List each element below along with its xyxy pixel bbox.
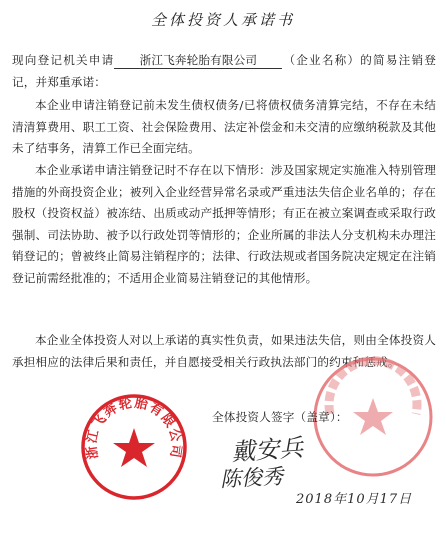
intro-prefix: 现向登记机关申请 [12, 53, 115, 67]
intro-suffix: （企业名称）的简易注销登记，并郑重承诺： [12, 53, 436, 89]
paragraph-responsibility: 本企业全体投资人对以上承诺的真实性负责，如果违法失信，则由全体投资人承担相应的法律后果和责任，并自愿接受相关行政执法部门的约束和惩戒。 [12, 333, 436, 369]
company-seal-text: 浙江飞奔轮胎有限公司 [84, 395, 184, 461]
signature-label: 全体投资人签字（盖章）： [212, 410, 348, 424]
intro-paragraph [12, 50, 436, 93]
company-seal [79, 392, 189, 502]
signature-1: 戴安兵 [230, 433, 305, 467]
company-name: 浙江飞奔轮胎有限公司 [114, 52, 282, 69]
document-title: 全体投资人承诺书 [150, 11, 295, 29]
paragraph-debts: 本企业申请注销登记前未发生债权债务/已将债权债务清算完结，不存在未结清清算费用、职工工资、社会保险费用、法定补偿金和未交清的应缴纳税款及其他未了结事务，清算工作已全面完结。 [12, 98, 436, 155]
signature-date: 2018年10月17日 [296, 492, 413, 507]
paragraph-conditions: 本企业承诺申请注销登记时不存在以下情形：涉及国家规定实施准入特别管理措施的外商投资企业；被列入企业经营异常名录或严重违法失信企业名单的；存在股权（投资权益）被冻结、出质或动产抵押等情形；有正在被立案调查或采取行政强制、司法协助、被予以行政处罚等情形的；企业所属的非法人分支机构未办理注销登记的；曾被终止简易注销程序的；法律、行政法规或者国务院决定规定在注销登记前需经批准的；不适用企业简易注销登记的其他情形。 [12, 163, 436, 285]
signature-2: 陈俊秀 [219, 464, 284, 492]
